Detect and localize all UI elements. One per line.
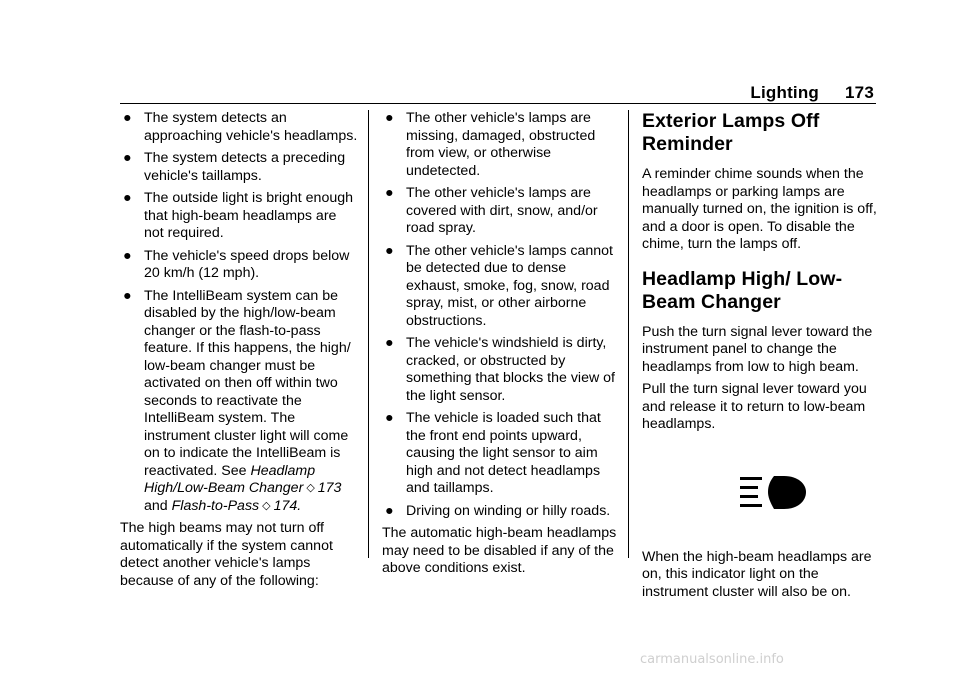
- paragraph: A reminder chime sounds when the headlamps or parking lamps are manually turned on, the ignition is off, and a door is open. To disable the chime, turn the lamps off.: [642, 166, 877, 252]
- list-item: ● Driving on winding or hilly roads.: [385, 502, 611, 519]
- running-head: [750, 83, 874, 103]
- page-header: [120, 80, 876, 102]
- list-item: ● The vehicle is loaded such that the front end points upward, causing the light sensor to aim high and not detect headlamps and taillamps.: [385, 410, 601, 496]
- list-item: ● The system detects a preceding vehicle's taillamps.: [123, 150, 346, 184]
- list-item: ● The system detects an approaching vehicle's headlamps.: [123, 110, 358, 144]
- list-item: ● The vehicle's speed drops below 20 km/h (12 mph).: [123, 247, 350, 281]
- section-heading: Headlamp High/ Low-Beam Changer: [642, 267, 843, 313]
- xref-icon: ◇: [306, 482, 315, 494]
- bullet-icon: ●: [385, 410, 394, 426]
- bullet-icon: ●: [123, 110, 132, 126]
- xref-page-174[interactable]: 174.: [273, 497, 302, 514]
- xref-link-flash-to-pass[interactable]: Flash-to-Pass: [171, 497, 260, 514]
- column-3: [642, 110, 878, 606]
- bullet-icon: ●: [123, 247, 132, 264]
- column-divider-1: [368, 110, 369, 558]
- list-item: ● The IntelliBeam system can be disabled by the high/low-beam changer or the flash-to-pass feature. If this happens, the high/ low-beam changer must be activated on then off within two seconds to reactivate the IntelliBeam system. The instrument cluster light will come on to indicate the IntelliBeam is reactivated. See Headlamp High/Low-Beam Changer ◇ 173 and Flash-to-Pass ◇ 174.: [123, 287, 351, 514]
- bullet-icon: ●: [385, 242, 394, 259]
- list-item: ● The other vehicle's lamps are missing, damaged, obstructed from view, or otherwise undetected.: [385, 110, 596, 179]
- watermark: carmanualsonline.info: [640, 652, 784, 667]
- xref-icon: ◇: [262, 499, 271, 512]
- paragraph: The automatic high-beam headlamps may need to be disabled if any of the above conditions exist.: [382, 525, 617, 576]
- list-item: ● The outside light is bright enough that high-beam headlamps are not required.: [123, 190, 354, 241]
- bullet-icon: ●: [123, 150, 132, 166]
- paragraph: When the high-beam headlamps are on, this indicator light on the instrument cluster will also be on.: [642, 548, 872, 600]
- bullet-icon: ●: [385, 502, 394, 519]
- column-2: [382, 110, 620, 583]
- paragraph: Push the turn signal lever toward the instrument panel to change the headlamps from low to high beam.: [642, 323, 873, 375]
- bullet-icon: ●: [123, 287, 132, 304]
- list-item: ● The vehicle's windshield is dirty, cracked, or obstructed by something that blocks the view of the light sensor.: [385, 335, 615, 404]
- paragraph: Pull the turn signal lever toward you and release it to return to low-beam headlamps.: [642, 381, 867, 432]
- bullet-icon: ●: [385, 185, 394, 201]
- page-number: 173: [845, 83, 874, 102]
- xref-page-173[interactable]: 173: [317, 480, 342, 496]
- section-title: Lighting: [750, 83, 820, 102]
- list-item: ● The other vehicle's lamps are covered with dirt, snow, and/or road spray.: [385, 185, 598, 236]
- header-rule: [120, 103, 876, 104]
- high-beam-indicator-icon: [740, 474, 810, 512]
- xref-link-headlamp-changer[interactable]: Headlamp High/Low-Beam Changer: [144, 462, 316, 496]
- section-heading: Exterior Lamps Off Reminder: [642, 110, 820, 155]
- bullet-icon: ●: [123, 190, 132, 206]
- indicator-figure: [642, 439, 882, 549]
- paragraph: The high beams may not turn off automatically if the system cannot detect another vehicle's lamps because of any of the following:: [120, 520, 333, 589]
- list-item: ● The other vehicle's lamps cannot be detected due to dense exhaust, smoke, fog, snow, road spray, mist, or other airborne obstructions.: [385, 242, 613, 329]
- column-divider-2: [628, 110, 629, 558]
- bullet-icon: ●: [385, 335, 394, 351]
- bullet-icon: ●: [385, 110, 394, 126]
- column-1: [120, 110, 360, 595]
